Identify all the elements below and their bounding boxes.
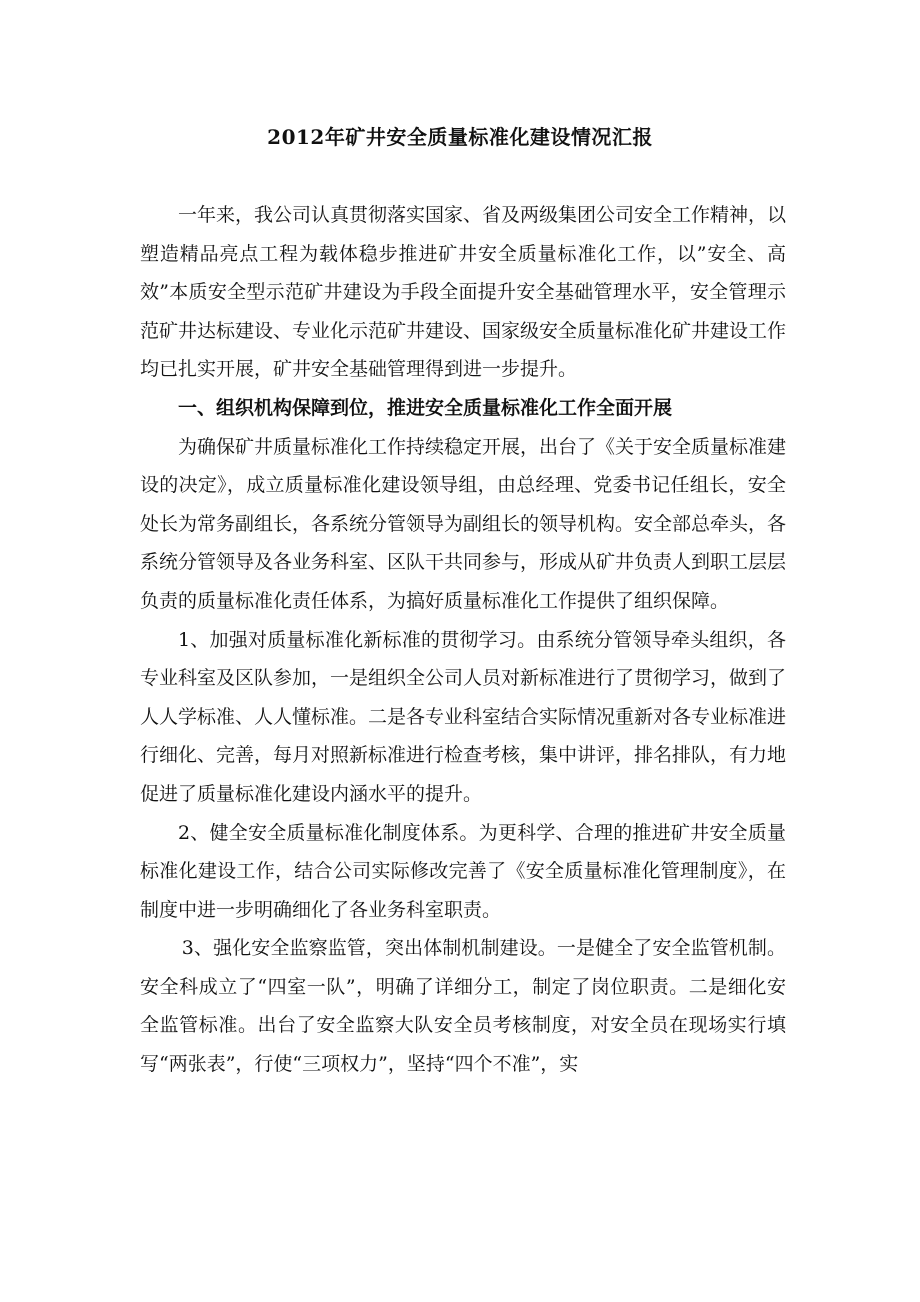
document-title: 2012年矿井安全质量标准化建设情况汇报 [267, 125, 653, 149]
section-heading-1: 一、组织机构保障到位，推进安全质量标准化工作全面开展 [178, 396, 673, 419]
paragraph-section-1: 为确保矿井质量标准化工作持续稳定开展，出台了《关于安全质量标准建设的决定》，成立质量标准化建设领导组，由总经理、党委书记任组长，安全处长为常务副组长，各系统分管领导为副组长的领导机构。安全部总牵头，各系统分管领导及各业务科室、区队干共同参与，形成从矿井负责人到职工层层负责的质量标准化责任体系，为搞好质量标准化工作提供了组织保障。 [140, 435, 787, 612]
paragraph-item-1: 1、加强对质量标准化新标准的贯彻学习。由系统分管领导牵头组织，各专业科室及区队参加，一是组织全公司人员对新标准进行了贯彻学习，做到了人人学标准、人人懂标准。二是各专业科室结合实际情况重新对各专业标准进行细化、完善，每月对照新标准进行检查考核，集中讲评，排名排队，有力地促进了质量标准化建设内涵水平的提升。 [140, 628, 787, 805]
paragraph-item-2: 2、健全安全质量标准化制度体系。为更科学、合理的推进矿井安全质量标准化建设工作，结合公司实际修改完善了《安全质量标准化管理制度》，在制度中进一步明确细化了各业务科室职责。 [140, 821, 786, 921]
paragraph-intro: 一年来，我公司认真贯彻落实国家、省及两级集团公司安全工作精神，以塑造精品亮点工程为载体稳步推进矿井安全质量标准化工作，以”安全、高效”本质安全型示范矿井建设为手段全面提升安全基础管理水平，安全管理示范矿井达标建设、专业化示范矿井建设、国家级安全质量标准化矿井建设工作均已扎实开展，矿井安全基础管理得到进一步提升。 [140, 204, 787, 381]
paragraph-item-3: 3、强化安全监察监管，突出体制机制建设。一是健全了安全监管机制。安全科成立了“四室一队”，明确了详细分工，制定了岗位职责。二是细化安全监管标准。出台了安全监察大队安全员考核制度，对安全员在现场实行填写“两张表”，行使“三项权力”，坚持“四个不准”，实 [140, 937, 786, 1076]
document-body [140, 196, 786, 1084]
